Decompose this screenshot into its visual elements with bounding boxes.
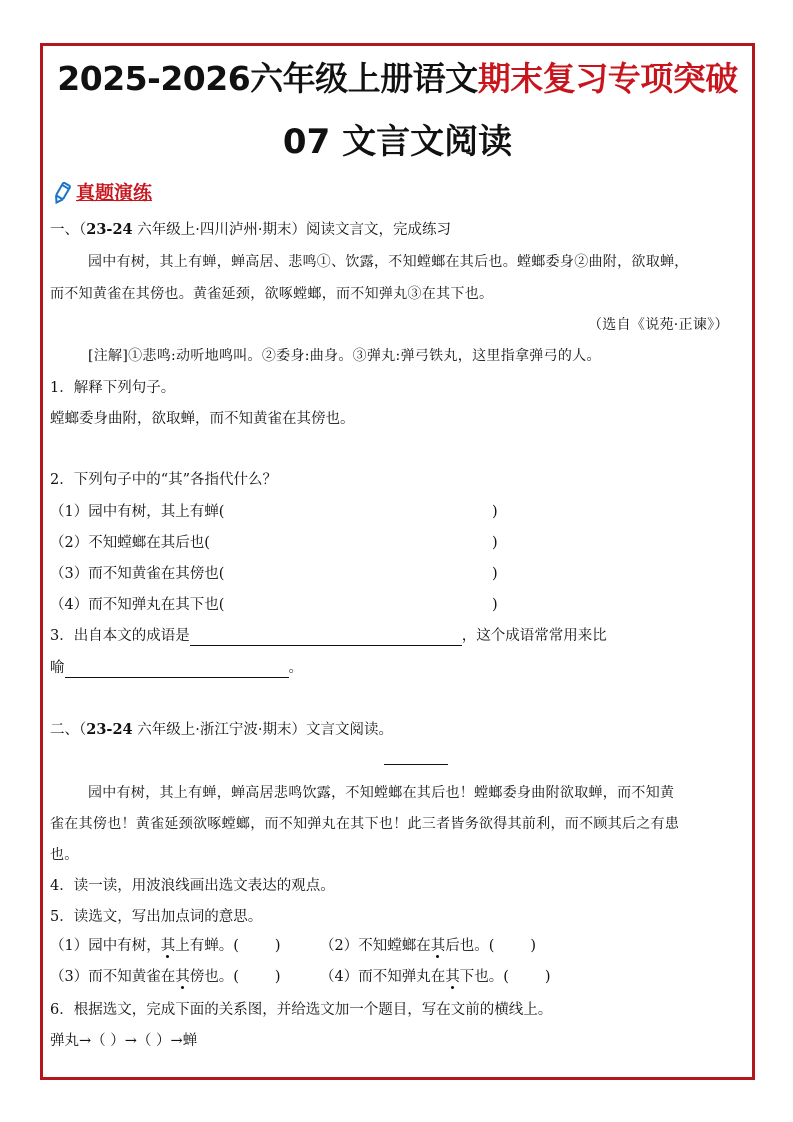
q2-passage-line1: 园中有树，其上有蝉，蝉高居悲鸣饮露，不知螳螂在其后也！螳螂委身曲附欲取蝉，而不知黄 bbox=[88, 785, 675, 801]
q2-item5-option-1: （1）园中有树，其上有蝉。( ) bbox=[50, 938, 281, 954]
q2-item5-option-3: （3）而不知黄雀在其傍也。( ) bbox=[50, 969, 281, 985]
q1-heading: 一、（23-24 六年级上·四川泸州·期末）阅读文言文，完成练习 bbox=[50, 221, 451, 238]
q2-heading: 二、（23-24 六年级上·浙江宁波·期末）文言文阅读。 bbox=[50, 721, 393, 738]
q1-item3-line2: 喻 。 bbox=[50, 660, 303, 676]
metaphor-answer-blank[interactable] bbox=[65, 662, 289, 678]
q2-passage-line3: 也。 bbox=[50, 847, 79, 863]
title-answer-line[interactable] bbox=[384, 764, 448, 765]
page-subtitle: 07 文言文阅读 bbox=[282, 122, 513, 162]
q1-source: （选自《说苑·正谏》） bbox=[588, 317, 729, 333]
page-title bbox=[45, 57, 750, 101]
q2-passage-line2: 雀在其傍也！黄雀延颈欲啄螳螂，而不知弹丸在其下也！此三者皆务欲得其前利，而不顾其后之有患 bbox=[50, 816, 680, 832]
q2-item4: 4．读一读，用波浪线画出选文表达的观点。 bbox=[50, 878, 335, 894]
q1-item2-option-3: （3）而不知黄雀在其傍也( bbox=[50, 566, 225, 582]
q1-notes: [注解]①悲鸣:动听地鸣叫。②委身:曲身。③弹丸:弹弓铁丸，这里指拿弹弓的人。 bbox=[88, 348, 601, 364]
q1-item2-close-2: ) bbox=[492, 535, 498, 551]
q1-item2-title: 2．下列句子中的“其”各指代什么？ bbox=[50, 472, 278, 488]
title-red-part: 期末复习专项突破 bbox=[477, 59, 738, 98]
section-heading bbox=[52, 180, 152, 206]
pencil-icon bbox=[52, 181, 72, 205]
q1-item2-close-1: ) bbox=[492, 504, 498, 520]
q1-item2-option-1: （1）园中有树，其上有蝉( bbox=[50, 504, 225, 520]
q1-item2-close-3: ) bbox=[492, 566, 498, 582]
title-black-part: 2025-2026六年级上册语文 bbox=[57, 59, 478, 98]
relation-chain: 弹丸→（ ）→（ ）→蝉 bbox=[50, 1033, 198, 1049]
q2-item6: 6．根据选文，完成下面的关系图，并给选文加一个题目，写在文前的横线上。 bbox=[50, 1002, 553, 1018]
q1-item2-close-4: ) bbox=[492, 597, 498, 613]
q1-item2-option-4: （4）而不知弹丸在其下也( bbox=[50, 597, 225, 613]
section-heading-label: 真题演练 bbox=[76, 182, 153, 204]
q1-passage-line2: 而不知黄雀在其傍也。黄雀延颈，欲啄螳螂，而不知弹丸③在其下也。 bbox=[50, 286, 494, 302]
q2-item5-option-2: （2）不知螳螂在其后也。( ) bbox=[320, 938, 537, 954]
q1-item2-option-2: （2）不知螳螂在其后也( bbox=[50, 535, 210, 551]
q1-passage-line1: 园中有树，其上有蝉，蝉高居、悲鸣①、饮露，不知螳螂在其后也。螳螂委身②曲附，欲取蝉， bbox=[88, 254, 689, 270]
q2-item5-option-4: （4）而不知弹丸在其下也。( ) bbox=[320, 969, 551, 985]
idiom-answer-blank[interactable] bbox=[190, 630, 462, 646]
q1-item1-sentence: 螳螂委身曲附，欲取蝉，而不知黄雀在其傍也。 bbox=[50, 411, 355, 427]
q1-item1-title: 1．解释下列句子。 bbox=[50, 380, 176, 396]
q1-item3-line1: 3．出自本文的成语是 ，这个成语常常用来比 bbox=[50, 628, 607, 644]
q2-item5-title: 5．读选文，写出加点词的意思。 bbox=[50, 909, 263, 925]
